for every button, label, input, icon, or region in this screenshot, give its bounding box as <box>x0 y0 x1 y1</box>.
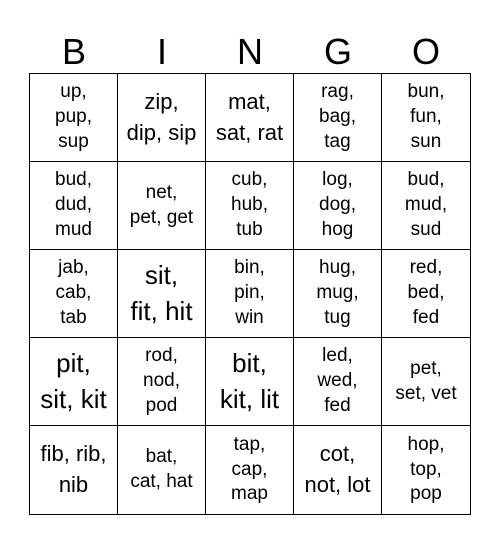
bingo-cell-r2-c5[interactable] <box>382 162 470 250</box>
cell-words: bat, cat, hat <box>130 446 193 492</box>
bingo-board <box>29 73 471 515</box>
cell-words: jab, cab, tab <box>55 257 92 328</box>
bingo-cell-r5-c1[interactable] <box>30 426 118 514</box>
cell-words: pit, sit, kit <box>40 348 107 414</box>
bingo-cell-r3-c3[interactable] <box>206 250 294 338</box>
bingo-cell-r1-c5[interactable] <box>382 74 470 162</box>
cell-words: pet, set, vet <box>395 357 457 404</box>
cell-words: fib, rib, nib <box>40 441 107 497</box>
cell-words: hug, mug, tug <box>316 257 359 328</box>
bingo-cell-r5-c3[interactable] <box>206 426 294 514</box>
header-letter-n: N <box>237 31 263 72</box>
bingo-cell-r3-c2[interactable] <box>118 250 206 338</box>
bingo-cell-r5-c5[interactable] <box>382 426 470 514</box>
bingo-cell-r3-c5[interactable] <box>382 250 470 338</box>
bingo-cell-r4-c1[interactable] <box>30 338 118 426</box>
cell-words: bud, mud, sud <box>404 169 448 240</box>
cell-words: cot, not, lot <box>304 441 371 497</box>
bingo-cell-r3-c1[interactable] <box>30 250 118 338</box>
bingo-cell-r2-c4[interactable] <box>294 162 382 250</box>
bingo-cell-r4-c3[interactable] <box>206 338 294 426</box>
bingo-cell-r2-c3[interactable] <box>206 162 294 250</box>
bingo-cell-r1-c2[interactable] <box>118 74 206 162</box>
bingo-cell-r1-c3[interactable] <box>206 74 294 162</box>
cell-words: net, pet, get <box>129 181 194 228</box>
cell-words: bit, kit, lit <box>219 348 280 414</box>
bingo-cell-r1-c4[interactable] <box>294 74 382 162</box>
cell-words: zip, dip, sip <box>126 88 197 145</box>
cell-words: bin, pin, win <box>234 257 265 328</box>
bingo-cell-r4-c2[interactable] <box>118 338 206 426</box>
cell-words: cub, hub, tub <box>231 169 268 240</box>
bingo-cell-r2-c2[interactable] <box>118 162 206 250</box>
cell-words: tap, cap, map <box>231 433 268 505</box>
bingo-cell-r1-c1[interactable] <box>30 74 118 162</box>
cell-words: hop, top, pop <box>407 433 445 505</box>
bingo-cell-r5-c4[interactable] <box>294 426 382 514</box>
bingo-cell-r5-c2[interactable] <box>118 426 206 514</box>
cell-words: up, pup, sup <box>55 81 92 152</box>
cell-words: log, dog, hog <box>319 169 356 240</box>
header-letter-o: O <box>411 31 440 72</box>
cell-words: sit, fit, hit <box>130 260 193 326</box>
cell-words: red, bed, fed <box>407 257 445 328</box>
cell-words: led, wed, fed <box>317 345 358 416</box>
cell-words: rag, bag, tag <box>319 81 356 152</box>
header-letter-b: B <box>61 31 86 72</box>
cell-words: bud, dud, mud <box>55 169 92 240</box>
bingo-header <box>30 30 470 74</box>
header-letter-i: I <box>156 31 167 72</box>
bingo-cell-r3-c4[interactable] <box>294 250 382 338</box>
cell-words: rod, nod, pod <box>143 345 180 416</box>
header-letter-g: G <box>323 31 352 72</box>
bingo-cell-r4-c5[interactable] <box>382 338 470 426</box>
cell-words: mat, sat, rat <box>215 88 284 145</box>
bingo-cell-r2-c1[interactable] <box>30 162 118 250</box>
cell-words: bun, fun, sun <box>407 81 445 152</box>
bingo-cell-r4-c4[interactable] <box>294 338 382 426</box>
